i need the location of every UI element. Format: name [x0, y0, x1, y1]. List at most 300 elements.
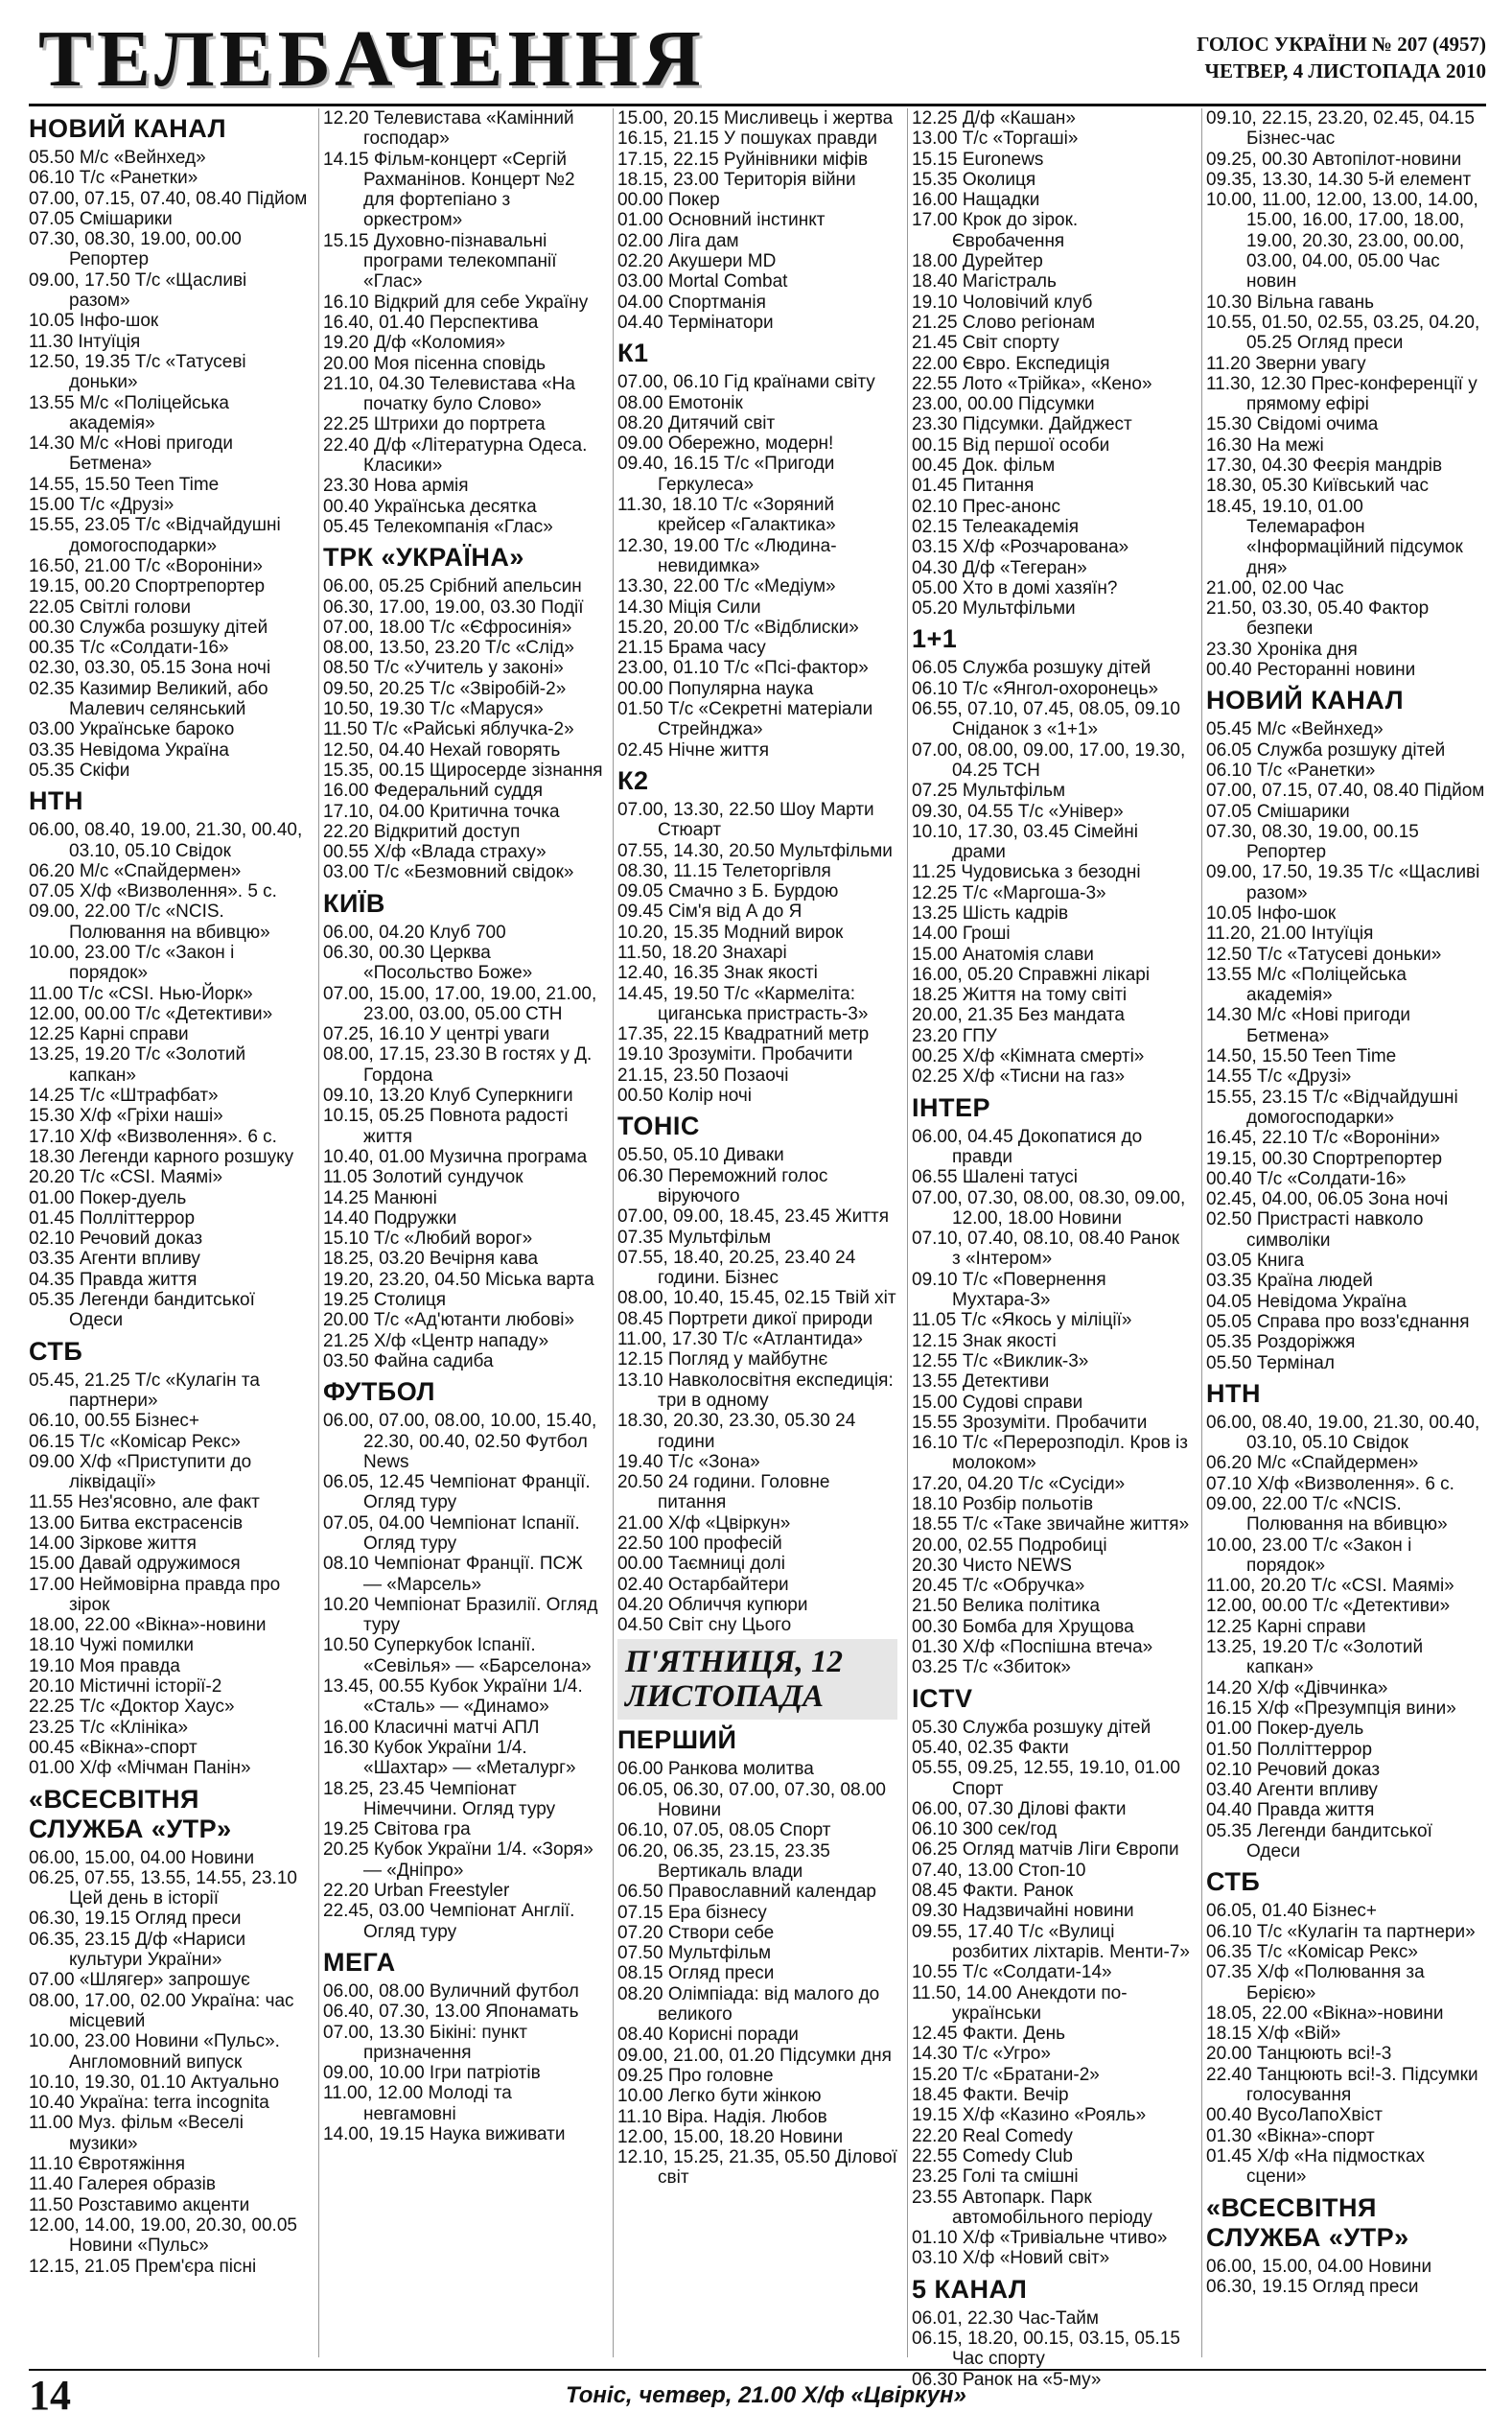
channel-heading: 1+1: [912, 624, 958, 654]
programme-entry: 07.35 Мультфільм: [617, 1227, 772, 1248]
programme-entry: 15.30 Свідомі очима: [1206, 414, 1379, 435]
programme-entry: 19.15 Х/ф «Казино «Рояль»: [912, 2105, 1147, 2126]
programme-entry: 14.55, 15.50 Teen Time: [29, 474, 220, 495]
programme-entry: 15.55 Зрозуміти. Пробачити: [912, 1412, 1148, 1433]
programme-entry: 11.30 Інтуїція: [29, 331, 141, 352]
programme-entry: 08.00, 17.15, 23.30 В гостях у Д. Гордона: [323, 1044, 593, 1086]
programme-entry: 18.15, 23.00 Територія війни: [617, 169, 856, 190]
header-rule: [29, 104, 1486, 106]
programme-entry: 10.00, 11.00, 12.00, 13.00, 14.00, 15.00, 16.00, 17.00, 18.00, 19.00, 20.30, 23.00, 00.00, 03.00, 04.00, 05.00 Час новин: [1206, 190, 1478, 293]
programme-entry: 00.50 Колір ночі: [617, 1086, 752, 1107]
programme-entry: 06.10 300 сек/год: [912, 1819, 1058, 1840]
programme-entry: 10.15, 05.25 Повнота радості життя: [323, 1106, 569, 1147]
programme-entry: 07.00, 08.00, 09.00, 17.00, 19.30, 04.25 ТСН: [912, 739, 1186, 781]
programme-entry: 14.15 Фільм-концерт «Сергій Рахманінов. Концерт №2 для фортепіано з оркестром»: [323, 149, 575, 231]
programme-entry: 06.00, 07.00, 08.00, 10.00, 15.40, 22.30, 00.40, 02.50 Футбол News: [323, 1411, 597, 1472]
programme-entry: 17.35, 22.15 Квадратний метр: [617, 1024, 870, 1045]
programme-entry: 10.55 Т/с «Солдати-14»: [912, 1962, 1112, 1983]
programme-entry: 20.10 Містичні історії-2: [29, 1676, 222, 1698]
tv-listings: [29, 108, 1486, 2390]
programme-entry: 23.55 Автопарк. Парк автомобільного періоду: [912, 2187, 1152, 2228]
programme-entry: 16.00 Класичні матчі АПЛ: [323, 1717, 540, 1738]
programme-entry: 06.25 Огляд матчів Ліги Європи: [912, 1839, 1179, 1861]
programme-entry: 01.45 Х/ф «На підмостках сцени»: [1206, 2145, 1426, 2188]
programme-entry: 11.05 Т/с «Якось у міліції»: [912, 1310, 1132, 1331]
programme-entry: 04.35 Правда життя: [29, 1269, 198, 1290]
programme-entry: 09.45 Сім'я від А до Я: [617, 902, 803, 923]
programme-entry: 11.20 Зверни увагу: [1206, 353, 1366, 374]
programme-entry: 09.10 Т/с «Повернення Мухтара-3»: [912, 1269, 1106, 1311]
programme-entry: 06.10 Т/с «Кулагін та партнери»: [1206, 1921, 1476, 1942]
programme-entry: 16.00 Нащадки: [912, 190, 1040, 211]
issue-date: ЧЕТВЕР, 4 ЛИСТОПАДА 2010: [1204, 59, 1486, 82]
programme-entry: 13.10 Навколосвітня експедиція: три в одному: [617, 1370, 894, 1411]
programme-entry: 20.50 24 години. Головне питання: [617, 1472, 830, 1513]
programme-entry: 02.10 Прес-анонс: [912, 496, 1061, 517]
programme-entry: 09.00 Х/ф «Приступити до ліквідації»: [29, 1451, 252, 1493]
programme-entry: 12.00, 00.00 Т/с «Детективи»: [1206, 1596, 1451, 1617]
programme-entry: 06.30 Переможний голос віруючого: [617, 1165, 828, 1206]
programme-entry: 08.40 Корисні поради: [617, 2025, 799, 2046]
programme-entry: 06.15, 18.20, 00.15, 03.15, 05.15 Час спорту: [912, 2328, 1180, 2370]
programme-entry: 16.30 На межі: [1206, 434, 1324, 456]
programme-entry: 20.00 Моя пісенна сповідь: [323, 353, 547, 374]
programme-entry: 19.20, 23.20, 04.50 Міська варта: [323, 1269, 594, 1290]
programme-entry: 15.00 Давай одружимося: [29, 1554, 241, 1575]
programme-entry: 23.00, 01.10 Т/с «Псі-фактор»: [617, 658, 869, 679]
channel-heading: НОВИЙ КАНАЛ: [1206, 686, 1405, 715]
programme-entry: 15.20, 20.00 Т/с «Відблиски»: [617, 617, 859, 638]
channel-heading: КИЇВ: [323, 888, 385, 918]
programme-entry: 13.30, 22.00 Т/с «Медіум»: [617, 576, 836, 597]
programme-entry: 14.50, 15.50 Teen Time: [1206, 1046, 1397, 1067]
programme-entry: 16.45, 22.10 Т/с «Вороніни»: [1206, 1128, 1440, 1149]
programme-entry: 15.55, 23.15 Т/с «Відчайдушні домогосподарки»: [1206, 1087, 1458, 1128]
programme-entry: 19.25 Світова гра: [323, 1819, 471, 1840]
programme-entry: 19.40 Т/с «Зона»: [617, 1451, 760, 1472]
channel-heading: «ВСЕСВІТНЯ СЛУЖБА «УТР»: [1206, 2192, 1409, 2252]
programme-entry: 11.10 Євротяжіння: [29, 2154, 186, 2175]
programme-entry: 22.40 Танцюють всі!-3. Підсумки голосування: [1206, 2064, 1478, 2106]
programme-entry: 05.35 Роздоріжжя: [1206, 1332, 1356, 1353]
column-divider: [1201, 108, 1202, 2357]
programme-entry: 15.35 Околиця: [912, 169, 1036, 190]
programme-entry: 12.55 Т/с «Виклик-3»: [912, 1350, 1089, 1371]
programme-entry: 08.00, 17.00, 02.00 Україна: час місцевий: [29, 1990, 294, 2031]
programme-entry: 06.20 М/с «Спайдермен»: [29, 860, 242, 881]
programme-entry: 06.10 Т/с «Янгол-охоронець»: [912, 678, 1159, 699]
programme-entry: 09.25 Про головне: [617, 2065, 774, 2086]
programme-entry: 21.50, 03.30, 05.40 Фактор безпеки: [1206, 598, 1430, 640]
programme-entry: 07.00, 07.15, 07.40, 08.40 Підйом: [1206, 781, 1485, 802]
programme-entry: 07.20 Створи себе: [617, 1922, 775, 1943]
programme-entry: 07.35 Х/ф «Полювання за Берією»: [1206, 1962, 1425, 2003]
programme-entry: 07.05 Смішарики: [1206, 801, 1350, 822]
programme-entry: 02.10 Речовий доказ: [1206, 1759, 1381, 1780]
programme-entry: 00.15 Від першої особи: [912, 434, 1110, 456]
channel-heading: МЕГА: [323, 1947, 396, 1977]
programme-entry: 15.55, 23.05 Т/с «Відчайдушні домогосподарки»: [29, 515, 281, 556]
programme-entry: 11.25 Чудовиська з безодні: [912, 862, 1141, 883]
programme-entry: 07.00, 06.10 Гід країнами світу: [617, 372, 875, 393]
programme-entry: 07.10, 07.40, 08.10, 08.40 Ранок з «Інтером»: [912, 1229, 1180, 1270]
programme-entry: 10.10, 19.30, 01.10 Актуально: [29, 2072, 280, 2093]
programme-entry: 04.20 Обличчя купюри: [617, 1594, 808, 1615]
programme-entry: 07.00, 09.00, 18.45, 23.45 Життя: [617, 1206, 889, 1228]
programme-entry: 10.50 Суперкубок Іспанії. «Севілья» — «Барселона»: [323, 1635, 592, 1676]
programme-entry: 07.05 Х/ф «Визволення». 5 с.: [29, 881, 277, 902]
programme-entry: 13.25, 19.20 Т/с «Золотий капкан»: [1206, 1637, 1424, 1678]
programme-entry: 09.00, 22.00 Т/с «NCIS. Полювання на вбивцю»: [29, 902, 270, 943]
programme-entry: 15.30 Х/ф «Гріхи наші»: [29, 1106, 223, 1127]
programme-entry: 23.20 ГПУ: [912, 1025, 997, 1046]
programme-entry: 13.00 Т/с «Торгаші»: [912, 129, 1079, 150]
programme-entry: 17.10, 04.00 Критична точка: [323, 801, 560, 822]
programme-entry: 01.50 Т/с «Секретні матеріали Стрейнджа»: [617, 699, 873, 740]
programme-entry: 12.15, 21.05 Прем'єра пісні: [29, 2256, 257, 2277]
programme-entry: 01.45 Питання: [912, 476, 1035, 497]
programme-entry: 15.10 Т/с «Любий ворог»: [323, 1229, 533, 1250]
programme-entry: 21.25 Х/ф «Центр нападу»: [323, 1330, 549, 1351]
programme-entry: 10.00, 23.00 Новини «Пульс». Англомовний випуск: [29, 2031, 280, 2073]
programme-entry: 00.40 Т/с «Солдати-16»: [1206, 1168, 1407, 1189]
programme-entry: 00.45 «Вікна»-спорт: [29, 1737, 198, 1758]
programme-entry: 12.45 Факти. День: [912, 2024, 1066, 2045]
programme-entry: 18.40 Магістраль: [912, 271, 1057, 293]
programme-entry: 06.05, 12.45 Чемпіонат Франції. Огляд туру: [323, 1472, 591, 1513]
programme-entry: 10.20, 15.35 Модний вирок: [617, 922, 844, 943]
programme-entry: 06.00, 15.00, 04.00 Новини: [29, 1847, 255, 1868]
programme-entry: 18.30, 05.30 Київський час: [1206, 476, 1429, 497]
programme-entry: 00.00 Таємниці долі: [617, 1554, 785, 1575]
channel-heading: ICTV: [912, 1683, 973, 1713]
publication-info: [1197, 31, 1486, 84]
programme-entry: 11.00 Муз. фільм «Веселі музики»: [29, 2113, 244, 2154]
masthead: [29, 14, 1486, 104]
programme-entry: 06.05 Служба розшуку дітей: [912, 658, 1151, 679]
programme-entry: 00.45 Док. фільм: [912, 456, 1056, 477]
programme-entry: 06.30, 19.15 Огляд преси: [1206, 2276, 1419, 2297]
programme-entry: 08.30, 11.15 Телеторгівля: [617, 860, 831, 881]
programme-entry: 21.00, 02.00 Час: [1206, 577, 1344, 598]
programme-entry: 20.25 Кубок України 1/4. «Зоря» — «Дніпро»: [323, 1839, 593, 1881]
channel-heading: К2: [617, 765, 649, 795]
programme-entry: 07.15 Ера бізнесу: [617, 1902, 767, 1923]
programme-entry: 22.40 Д/ф «Літературна Одеса. Класики»: [323, 434, 588, 477]
programme-entry: 12.10, 15.25, 21.35, 05.50 Ділової світ: [617, 2147, 897, 2189]
programme-entry: 05.45 Телекомпанія «Глас»: [323, 516, 553, 537]
programme-entry: 05.40, 02.35 Факти: [912, 1737, 1069, 1758]
channel-heading: НТН: [29, 786, 83, 816]
programme-entry: 18.30, 20.30, 23.30, 05.30 24 години: [617, 1411, 856, 1452]
programme-entry: 02.20 Акушери MD: [617, 251, 777, 272]
programme-entry: 07.00, 15.00, 17.00, 19.00, 21.00, 23.00, 03.00, 05.00 СТН: [323, 983, 597, 1024]
programme-entry: 05.50 Термінал: [1206, 1352, 1335, 1373]
programme-entry: 06.15 Т/с «Комісар Рекс»: [29, 1431, 241, 1452]
programme-entry: 09.50, 20.25 Т/с «Звіробій-2»: [323, 678, 567, 699]
programme-entry: 17.10 Х/ф «Визволення». 6 с.: [29, 1126, 277, 1147]
programme-entry: 10.10, 17.30, 03.45 Сімейні драми: [912, 821, 1138, 863]
programme-entry: 13.55 М/с «Поліцейська академія»: [29, 392, 229, 433]
programme-entry: 09.10, 13.20 Клуб Суперкниги: [323, 1086, 573, 1107]
programme-entry: 06.35 Т/с «Комісар Рекс»: [1206, 1941, 1418, 1962]
programme-entry: 12.15 Погляд у майбутнє: [617, 1349, 828, 1370]
programme-entry: 22.25 Штрихи до портрета: [323, 414, 546, 435]
programme-entry: 21.00 Х/ф «Цвіркун»: [617, 1512, 791, 1534]
programme-entry: 00.55 Х/ф «Влада страху»: [323, 842, 547, 863]
programme-entry: 06.30 Ранок на «5-му»: [912, 2369, 1102, 2390]
programme-entry: 15.00, 20.15 Мисливець і жертва: [617, 108, 894, 129]
programme-entry: 22.55 Comedy Club: [912, 2145, 1073, 2167]
programme-entry: 03.15 Х/ф «Розчарована»: [912, 537, 1129, 558]
programme-entry: 10.00, 23.00 Т/с «Закон і порядок»: [1206, 1534, 1412, 1576]
programme-entry: 18.25, 23.45 Чемпіонат Німеччини. Огляд туру: [323, 1778, 556, 1819]
programme-entry: 14.00 Зіркове життя: [29, 1534, 197, 1554]
programme-entry: 07.00, 07.15, 07.40, 08.40 Підйом: [29, 188, 308, 209]
programme-entry: 06.20, 06.35, 23.15, 23.35 Вертикаль влади: [617, 1840, 830, 1882]
programme-entry: 23.30 Нова армія: [323, 476, 469, 497]
programme-entry: 12.30, 19.00 Т/с «Людина-невидимка»: [617, 535, 837, 576]
programme-entry: 14.25 Манюні: [323, 1187, 437, 1208]
programme-entry: 21.15, 23.50 Позаочі: [617, 1065, 789, 1086]
programme-entry: 10.40, 01.00 Музична програма: [323, 1146, 588, 1167]
programme-entry: 17.20, 04.20 Т/с «Сусіди»: [912, 1473, 1126, 1494]
programme-entry: 07.30, 08.30, 19.00, 00.15 Репортер: [1206, 821, 1419, 863]
programme-entry: 06.00 Ранкова молитва: [617, 1759, 814, 1780]
programme-entry: 22.00 Євро. Експедиція: [912, 353, 1110, 374]
programme-entry: 07.00 «Шлягер» запрошує: [29, 1970, 250, 1991]
programme-entry: 14.30 Міція Сили: [617, 597, 761, 618]
programme-entry: 05.45, 21.25 Т/с «Кулагін та партнери»: [29, 1370, 260, 1411]
programme-entry: 07.05, 04.00 Чемпіонат Іспанії. Огляд туру: [323, 1512, 580, 1554]
programme-entry: 12.25 Т/с «Маргоша-3»: [912, 882, 1106, 903]
programme-entry: 00.00 Популярна наука: [617, 678, 814, 699]
programme-entry: 18.05, 22.00 «Вікна»-новини: [1206, 2003, 1444, 2024]
programme-entry: 23.30 Хроніка дня: [1206, 639, 1358, 660]
channel-heading: СТБ: [29, 1336, 83, 1366]
programme-entry: 02.10 Речовий доказ: [29, 1229, 203, 1250]
programme-entry: 03.35 Країна людей: [1206, 1271, 1373, 1292]
programme-entry: 06.00, 05.25 Срібний апельсин: [323, 576, 582, 597]
programme-entry: 03.35 Агенти впливу: [29, 1249, 200, 1270]
programme-entry: 16.15 Х/ф «Презумпція вини»: [1206, 1698, 1456, 1719]
programme-entry: 11.30, 12.30 Прес-конференції у прямому ефірі: [1206, 373, 1477, 415]
programme-entry: 08.00, 10.40, 15.45, 02.15 Твій хіт: [617, 1288, 896, 1309]
programme-entry: 11.10 Віра. Надія. Любов: [617, 2106, 827, 2127]
programme-entry: 10.05 Інфо-шок: [1206, 902, 1337, 924]
programme-entry: 06.50 Православний календар: [617, 1882, 876, 1903]
programme-entry: 18.45, 19.10, 01.00 Телемарафон «Інформаційний підсумок дня»: [1206, 496, 1463, 578]
programme-entry: 18.00 Дурейтер: [912, 251, 1043, 272]
programme-entry: 06.00, 15.00, 04.00 Новини: [1206, 2256, 1432, 2277]
programme-entry: 05.30 Служба розшуку дітей: [912, 1717, 1151, 1738]
programme-entry: 13.25, 19.20 Т/с «Золотий капкан»: [29, 1044, 246, 1086]
channel-heading: СТБ: [1206, 1867, 1261, 1897]
channel-heading: ПЕРШИЙ: [617, 1725, 737, 1755]
programme-entry: 01.10 Х/ф «Тривіальне чтиво»: [912, 2228, 1168, 2249]
programme-entry: 06.10, 07.05, 08.05 Спорт: [617, 1820, 831, 1841]
programme-entry: 16.50, 21.00 Т/с «Вороніни»: [29, 555, 263, 576]
programme-entry: 02.00 Ліга дам: [617, 230, 739, 251]
programme-entry: 09.30 Надзвичайні новини: [912, 1901, 1134, 1922]
column-divider: [318, 108, 319, 2357]
programme-entry: 07.10 Х/ф «Визволення». 6 с.: [1206, 1473, 1454, 1494]
programme-entry: 03.50 Файна садиба: [323, 1350, 494, 1371]
page-number: 14: [29, 2372, 71, 2419]
programme-entry: 20.45 Т/с «Обручка»: [912, 1576, 1085, 1597]
programme-entry: 21.50 Велика політика: [912, 1596, 1101, 1617]
column-1: [29, 108, 309, 2357]
programme-entry: 01.00 Покер-дуель: [1206, 1719, 1364, 1740]
programme-entry: 07.00, 13.30 Бікіні: пункт призначення: [323, 2022, 527, 2063]
programme-entry: 15.00 Судові справи: [912, 1392, 1083, 1413]
programme-entry: 10.40 Україна: terra incognita: [29, 2093, 269, 2114]
programme-entry: 02.25 Х/ф «Тисни на газ»: [912, 1066, 1126, 1088]
programme-entry: 02.35 Казимир Великий, або Малевич селянський: [29, 678, 268, 720]
programme-entry: 01.50 Полліттеррор: [1206, 1739, 1373, 1760]
programme-entry: 06.00, 07.30 Ділові факти: [912, 1798, 1127, 1819]
programme-entry: 05.00 Хто в домі хазяїн?: [912, 577, 1118, 598]
programme-entry: 12.50, 04.40 Нехай говорять: [323, 739, 561, 761]
programme-entry: 05.35 Легенди бандитської Одеси: [29, 1290, 255, 1331]
programme-entry: 12.50, 19.35 Т/с «Татусеві доньки»: [29, 351, 246, 393]
channel-heading: К1: [617, 339, 649, 368]
column-2: [323, 108, 603, 2357]
programme-entry: 12.00, 00.00 Т/с «Детективи»: [29, 1003, 273, 1024]
programme-entry: 16.40, 01.40 Перспектива: [323, 312, 539, 333]
programme-entry: 05.50 М/с «Вейнхед»: [29, 148, 206, 168]
programme-entry: 18.45 Факти. Вечір: [912, 2085, 1069, 2106]
channel-heading: «ВСЕСВІТНЯ СЛУЖБА «УТР»: [29, 1784, 232, 1843]
programme-entry: 15.00 Анатомія слави: [912, 944, 1094, 965]
programme-entry: 09.05 Смачно з Б. Бурдою: [617, 881, 839, 902]
column-5: [1206, 108, 1486, 2357]
programme-entry: 14.00 Гроші: [912, 924, 1011, 945]
programme-entry: 05.35 Скіфи: [29, 760, 130, 781]
programme-entry: 20.00 Танцюють всі!-3: [1206, 2044, 1392, 2065]
page-footer: [29, 2369, 1486, 2419]
programme-entry: 22.50 100 професій: [617, 1534, 782, 1554]
programme-entry: 12.25 Д/ф «Кашан»: [912, 108, 1076, 129]
programme-entry: 18.25, 03.20 Вечірня кава: [323, 1249, 539, 1270]
programme-entry: 12.40, 16.35 Знак якості: [617, 963, 818, 984]
programme-entry: 09.00, 10.00 Ігри патріотів: [323, 2063, 541, 2084]
programme-entry: 11.00, 20.20 Т/с «CSI. Маямі»: [1206, 1576, 1454, 1597]
programme-entry: 09.55, 17.40 Т/с «Вулиці розбитих ліхтарів. Менти-7»: [912, 1921, 1190, 1962]
programme-entry: 11.40 Галерея образів: [29, 2174, 216, 2195]
column-4: [912, 108, 1192, 2390]
programme-entry: 04.40 Правда життя: [1206, 1800, 1375, 1821]
programme-entry: 12.00, 14.00, 19.00, 20.30, 00.05 Новини «Пульс»: [29, 2214, 297, 2257]
programme-entry: 09.00, 22.00 Т/с «NCIS. Полювання на вбивцю»: [1206, 1494, 1448, 1535]
programme-entry: 11.00 Т/с «CSI. Нью-Йорк»: [29, 983, 253, 1004]
programme-entry: 13.25 Шість кадрів: [912, 902, 1069, 924]
programme-entry: 00.30 Служба розшуку дітей: [29, 617, 268, 638]
programme-entry: 07.50 Мультфільм: [617, 1943, 772, 1964]
programme-entry: 08.45 Факти. Ранок: [912, 1881, 1074, 1902]
programme-entry: 05.05 Справа про возз'єднання: [1206, 1311, 1470, 1332]
programme-entry: 20.20 Т/с «CSI. Маямі»: [29, 1167, 223, 1188]
programme-entry: 07.30, 08.30, 19.00, 00.00 Репортер: [29, 229, 242, 270]
programme-entry: 19.10 Чоловічий клуб: [912, 292, 1093, 313]
programme-entry: 03.25 Т/с «Збиток»: [912, 1657, 1071, 1678]
programme-entry: 03.00 Українське бароко: [29, 719, 235, 740]
programme-entry: 14.45, 19.50 Т/с «Кармеліта: циганська пристрасть-3»: [617, 983, 869, 1024]
programme-entry: 06.25, 07.55, 13.55, 14.55, 23.10 Цей день в історії: [29, 1867, 297, 1909]
programme-entry: 10.00 Легко бути жінкою: [617, 2086, 822, 2107]
programme-entry: 19.20 Д/ф «Коломия»: [323, 333, 506, 354]
programme-entry: 06.10 Т/с «Ранетки»: [1206, 760, 1376, 781]
programme-entry: 08.15 Огляд преси: [617, 1963, 775, 1984]
programme-entry: 09.00, 21.00, 01.20 Підсумки дня: [617, 2045, 892, 2066]
programme-entry: 06.00, 08.00 Вуличний футбол: [323, 1980, 579, 2002]
programme-entry: 00.40 Українська десятка: [323, 496, 537, 517]
programme-entry: 06.55, 07.10, 07.45, 08.05, 09.10 Сніданок з «1+1»: [912, 699, 1180, 740]
programme-entry: 18.10 Розбір польотів: [912, 1494, 1094, 1514]
programme-entry: 10.20 Чемпіонат Бразилії. Огляд туру: [323, 1594, 598, 1636]
programme-entry: 07.55, 18.40, 20.25, 23.40 24 години. Бізнес: [617, 1247, 856, 1289]
programme-entry: 06.00, 04.20 Клуб 700: [323, 922, 506, 943]
programme-entry: 09.00 Обережно, модерн!: [617, 433, 834, 455]
programme-entry: 07.00, 18.00 Т/с «Єфросинія»: [323, 617, 572, 638]
channel-heading: НТН: [1206, 1378, 1261, 1408]
programme-entry: 11.50, 14.00 Анекдоти по-українськи: [912, 1982, 1128, 2024]
programme-entry: 15.20 Т/с «Братани-2»: [912, 2064, 1100, 2085]
programme-entry: 12.00, 15.00, 18.20 Новини: [617, 2126, 844, 2147]
programme-entry: 18.15 Х/ф «Вій»: [1206, 2024, 1341, 2045]
channel-heading: ФУТБОЛ: [323, 1377, 435, 1407]
programme-entry: 08.10 Чемпіонат Франції. ПСЖ — «Марсель»: [323, 1554, 583, 1595]
programme-entry: 21.25 Слово регіонам: [912, 312, 1096, 333]
programme-entry: 06.30, 17.00, 19.00, 03.30 Події: [323, 597, 584, 618]
programme-entry: 00.35 Т/с «Солдати-16»: [29, 638, 229, 659]
programme-entry: 00.25 Х/ф «Кімната смерті»: [912, 1046, 1145, 1067]
programme-entry: 04.30 Д/ф «Тегеран»: [912, 557, 1087, 578]
programme-entry: 10.00, 23.00 Т/с «Закон і порядок»: [29, 942, 235, 984]
programme-entry: 09.10, 22.15, 23.20, 02.45, 04.15 Бізнес-час: [1206, 108, 1475, 150]
programme-entry: 02.50 Пристрасті навколо символіки: [1206, 1209, 1424, 1251]
programme-entry: 00.00 Покер: [617, 190, 720, 211]
programme-entry: 01.30 «Вікна»-спорт: [1206, 2125, 1375, 2146]
programme-entry: 05.35 Легенди бандитської Одеси: [1206, 1820, 1432, 1862]
programme-entry: 20.00 Т/с «Ад'ютанти любові»: [323, 1310, 575, 1331]
programme-entry: 18.55 Т/с «Таке звичайне життя»: [912, 1514, 1190, 1535]
programme-entry: 15.00 Т/с «Друзі»: [29, 495, 174, 516]
programme-entry: 00.40 ВусоЛапоХвіст: [1206, 2105, 1383, 2126]
programme-entry: 19.10 Моя правда: [29, 1655, 180, 1676]
programme-entry: 05.45 М/с «Вейнхед»: [1206, 719, 1384, 740]
programme-entry: 11.00, 17.30 Т/с «Атлантида»: [617, 1329, 863, 1350]
programme-entry: 06.30, 00.30 Церква «Посольство Боже»: [323, 942, 533, 984]
programme-entry: 02.45 Нічне життя: [617, 739, 770, 761]
programme-entry: 15.15 Euronews: [912, 149, 1044, 170]
programme-entry: 19.15, 00.20 Спортрепортер: [29, 576, 266, 597]
programme-entry: 09.25, 00.30 Автопілот-новини: [1206, 149, 1462, 170]
programme-entry: 06.05, 01.40 Бізнес+: [1206, 1901, 1377, 1922]
programme-entry: 17.00 Неймовірна правда про зірок: [29, 1574, 281, 1615]
programme-entry: 14.00, 19.15 Наука виживати: [323, 2124, 566, 2145]
programme-entry: 13.00 Битва екстрасенсів: [29, 1512, 244, 1534]
programme-entry: 08.00 Емотонік: [617, 392, 743, 413]
programme-entry: 21.15 Брама часу: [617, 638, 766, 659]
programme-entry: 02.15 Телеакадемія: [912, 516, 1080, 537]
programme-entry: 10.55, 01.50, 02.55, 03.25, 04.20, 05.25 Огляд преси: [1206, 312, 1480, 354]
programme-entry: 03.40 Агенти впливу: [1206, 1780, 1378, 1801]
programme-entry: 23.30 Підсумки. Дайджест: [912, 414, 1132, 435]
programme-entry: 05.55, 09.25, 12.55, 19.10, 01.00 Спорт: [912, 1758, 1180, 1799]
programme-entry: 06.00, 08.40, 19.00, 21.30, 00.40, 03.10, 05.10 Свідок: [1206, 1412, 1480, 1454]
programme-entry: 02.30, 03.30, 05.15 Зона ночі: [29, 658, 271, 679]
